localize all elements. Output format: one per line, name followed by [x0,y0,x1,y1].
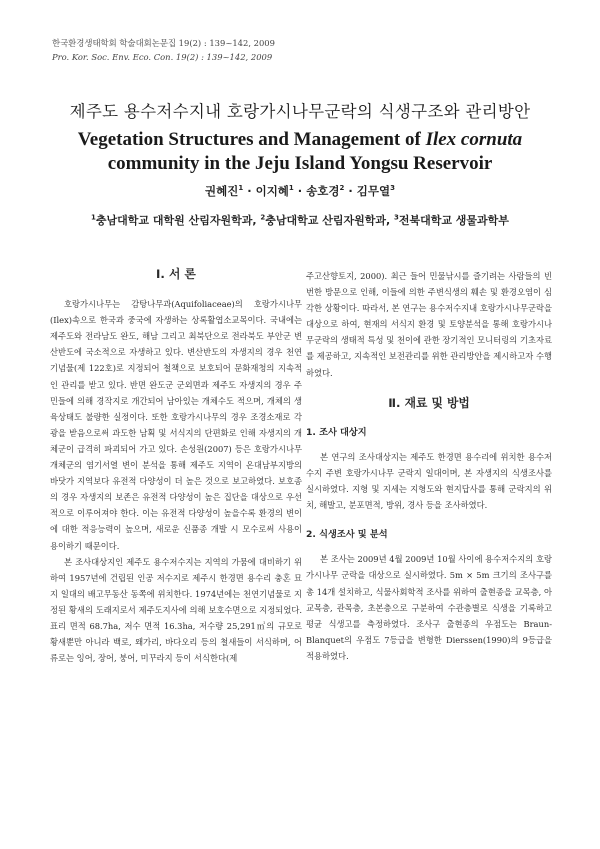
affiliation: 충남대학교 산림자원학과, [265,214,394,227]
left-column [50,266,302,666]
subsection-heading-vegetation-survey: 2. 식생조사 및 분석 [306,529,388,541]
author-separator: · [243,184,256,198]
author-list [0,183,600,199]
subsection-heading-study-site: 1. 조사 대상지 [306,426,367,438]
affil-mark: 1 [91,213,96,222]
author-separator: · [344,184,357,198]
journal-line-english: Pro. Kor. Soc. Env. Eco. Con. 19(2) : 139~142, 2009 [52,52,273,62]
body-paragraph: 본 조사는 2009년 4월 2009년 10월 사이에 용수저수지의 호랑가시나무 군락을 대상으로 실시하였다. 5m × 5m 크기의 조사구를 총 14개 설치하고, 식물사회학적 조사를 위하여 출현종을 교목층, 아교목층, 관목층, 초본층으로 구분하여 수관층별로 식생을 기록하고 평균 식생고를 측정하였다. 조사구 출현종의 우점도는 Braun-Blanquet의 우점도 7등급을 변형한 Dierssen(1990)의 9등급을 적용하였다. [306,554,552,661]
body-paragraph: 본 조사대상지인 제주도 용수저수지는 지역의 가뭄에 대비하기 위하여 1957년에 건립된 인공 저수지로 제주시 한경면 용수리 충혼 묘지 일대의 배고무동산 동쪽에 위치한다. 1974년에는 천연기념물로 지정된 황새의 도래지로서 제주도지사에 의해 보호수면으로 지정되었다. 표리 면적 68.7ha, 저수 면적 16.3ha, 저수량 25,291㎥의 규모로 황새뿐만 아니라 백로, 왜가리, 바다오리 등의 철새들이 서식하며, 어류로는 잉어, 장어, 붕어, 미꾸라지 등이 서식한다(제 [50,556,302,664]
affiliation: 충남대학교 대학원 산림자원학과, [95,214,261,227]
author-affil-mark: 1 [288,184,294,193]
affiliation: 전북대학교 생물과학부 [398,214,509,227]
affil-mark: 3 [393,213,399,222]
author-name: 송호경 [306,184,340,198]
author-affil-mark: 2 [339,184,345,193]
author-name: 권혜진 [205,184,239,198]
author-separator: · [293,184,307,198]
journal-info [52,36,412,64]
section-heading-methods: Ⅱ. 재료 및 방법 [388,395,470,410]
title-english-part2: community in the Jeju Island Yongsu Reservoir [107,153,493,174]
author-name: 이지혜 [255,184,289,198]
journal-line-korean: 한국환경생태학회 학술대회논문집 19(2) : 139~142, 2009 [52,38,275,48]
affiliations [0,212,600,228]
title-english [0,128,600,176]
author-name: 김무열 [356,184,391,198]
body-paragraph: 호랑가시나무는 감탕나무과(Aquifoliaceae)의 호랑가시나무(Ilex)속으로 한국과 중국에 자생하는 상록활엽소교목이다. 국내에는 제주도와 전라남도 완도, 해남 그리고 최북단으로 전라북도 부안군 변산반도에 국소적으로 자생하고 있다. 변산반도의 자생지의 경우 천연기념물(제 122호)로 지정되어 철책으로 보호되어 문화재청의 지속적인 관리를 받고 있다. 반면 완도군 군외면과 제주도 자생지의 경우 주민들에 의해 경작지로 개간되어 남아있는 개체수도 적으며, 개체의 생육상태도 불량한 실정이다. 또한 호랑가시나무의 경우 조경소재로 각광을 받음으로써 과도한 남획 및 서식지의 단편화로 인해 자생지의 개체군이 급격히 파괴되어 가고 있다. 손성원(2007) 등은 호랑가시나무 개체군의 염기서열 변이 분석을 통해 제주도 지역이 온대남부지방의 바닷가 지역보다 유전적 다양성이 더 높은 것으로 보고하였다. 보호종의 경우 자생지의 보존은 유전적 다양성이 높은 집단을 대상으로 우선적으로 이루어져야 한다. 이는 유전적 다양성이 높을수록 환경의 변이에 대한 적응능력이 높으며, 새로운 신품종 개발 시 모수로써 사용이 용이하기 때문이다. [50,299,302,551]
body-paragraph: 주고산향토지, 2000). 최근 들어 민물낚시를 즐기려는 사람들의 빈번한 방문으로 인해, 이들에 의한 주변식생의 훼손 및 환경오염이 심각한 상황이다. 따라서, 본 연구는 용수저수지내 호랑가시나무군락을 대상으로 하여, 현재의 서식지 환경 및 토양분석을 통해 호랑가시나무군락의 생태적 특성 및 천이에 관한 장기적인 모니터링의 기초자료를 제공하고, 지속적인 보전관리를 위한 관리방안을 제시하고자 수행하였다. [306,271,552,378]
body-paragraph: 본 연구의 조사대상지는 제주도 한경면 용수리에 위치한 용수저수지 주변 호랑가시나무 군락지 일대이며, 본 자생지의 식생조사를 실시하였다. 지형 및 지세는 지형도와 현지답사를 통해 군락지의 위치, 해발고, 분포면적, 방위, 경사 등을 조사하였다. [306,451,552,511]
title-korean: 제주도 용수저수지내 호랑가시나무군락의 식생구조와 관리방안 [69,102,531,121]
right-column [306,268,552,664]
section-heading-introduction: Ⅰ. 서 론 [156,267,196,281]
affil-mark: 2 [260,213,266,222]
title-english-species: Ilex cornuta [425,129,523,150]
author-affil-mark: 1 [238,184,244,193]
author-affil-mark: 3 [390,184,395,193]
title-english-part1: Vegetation Structures and Management of [77,129,426,150]
